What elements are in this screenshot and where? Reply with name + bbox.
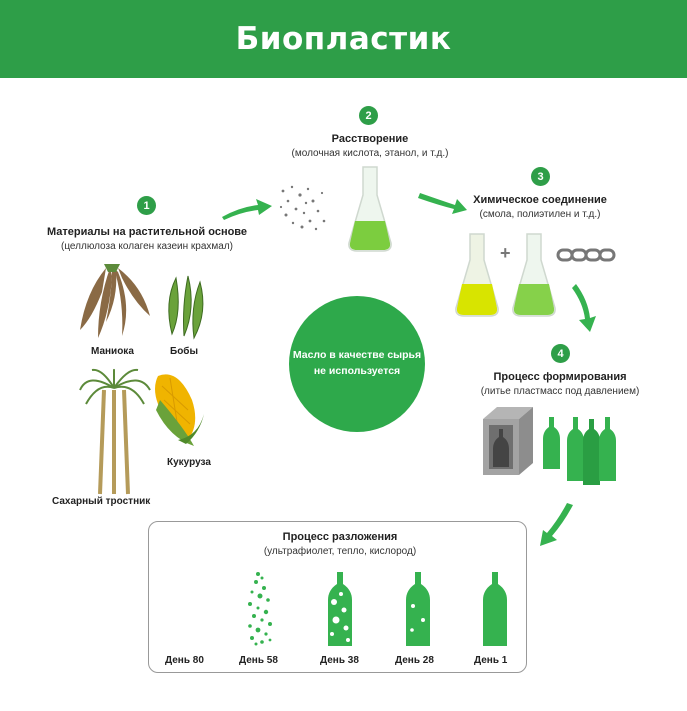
- arrow-1-to-2: [222, 199, 272, 220]
- step-2-title: Расстворение: [331, 133, 409, 145]
- center-note-line-2: не используется: [313, 365, 401, 377]
- mold-icon: [483, 405, 543, 477]
- step-1-badge: 1: [137, 196, 156, 215]
- green-flask-icon: [509, 232, 559, 320]
- step-2-subtitle: (молочная кислота, этанол, и т.д.): [291, 148, 449, 159]
- label-beans: Бобы: [170, 346, 199, 357]
- step-1-subtitle: (целлюлоза колаген казеин крахмал): [60, 241, 234, 252]
- particles-icon: [278, 183, 338, 243]
- decomposition-title: Процесс разложения: [282, 531, 398, 543]
- step-3-badge: 3: [531, 167, 550, 186]
- step-2-badge: 2: [359, 106, 378, 125]
- day-label-2: День 58: [239, 655, 278, 666]
- polymer-chain-icon: [556, 246, 616, 266]
- center-note-line-1: Масло в качестве сырья: [292, 349, 422, 362]
- bottles-icon: [540, 415, 630, 485]
- corn-icon: [148, 370, 208, 450]
- sugarcane-icon: [78, 368, 158, 498]
- bottle-day-58-icon: [326, 570, 356, 648]
- center-note: [289, 296, 425, 432]
- arrow-4-to-5: [540, 503, 573, 546]
- page-title: Биопластик: [235, 21, 452, 57]
- day-label-1: День 80: [165, 655, 204, 666]
- step-3-subtitle: (смола, полиэтилен и т.д.): [479, 209, 601, 220]
- bottle-day-1-icon: [481, 570, 511, 648]
- step-1-title: Материалы на растительной основе: [46, 226, 248, 238]
- decomposition-subtitle: (ультрафиолет, тепло, кислород): [263, 546, 417, 557]
- step-4-subtitle: (литье пластмасс под давлением): [480, 386, 640, 397]
- day-label-3: День 38: [320, 655, 359, 666]
- bottle-day-38-icon: [404, 570, 434, 648]
- flask-icon: [345, 165, 395, 255]
- day-label-4: День 28: [395, 655, 434, 666]
- plus-icon: +: [500, 243, 511, 263]
- step-4-title: Процесс формирования: [493, 371, 627, 383]
- label-sugarcane: Сахарный тростник: [52, 496, 151, 507]
- label-manioc: Маниока: [91, 346, 134, 357]
- day-label-5: День 1: [474, 655, 508, 666]
- label-corn: Кукуруза: [167, 457, 211, 468]
- beans-icon: [162, 272, 212, 342]
- arrow-2-to-3: [418, 193, 467, 214]
- step-3-title: Химическое соединение: [473, 194, 607, 206]
- arrow-3-to-4: [572, 284, 596, 332]
- manioc-icon: [76, 262, 156, 342]
- yellow-flask-icon: [452, 232, 502, 320]
- step-4-badge: 4: [551, 344, 570, 363]
- bottle-day-80-icon: [246, 570, 276, 648]
